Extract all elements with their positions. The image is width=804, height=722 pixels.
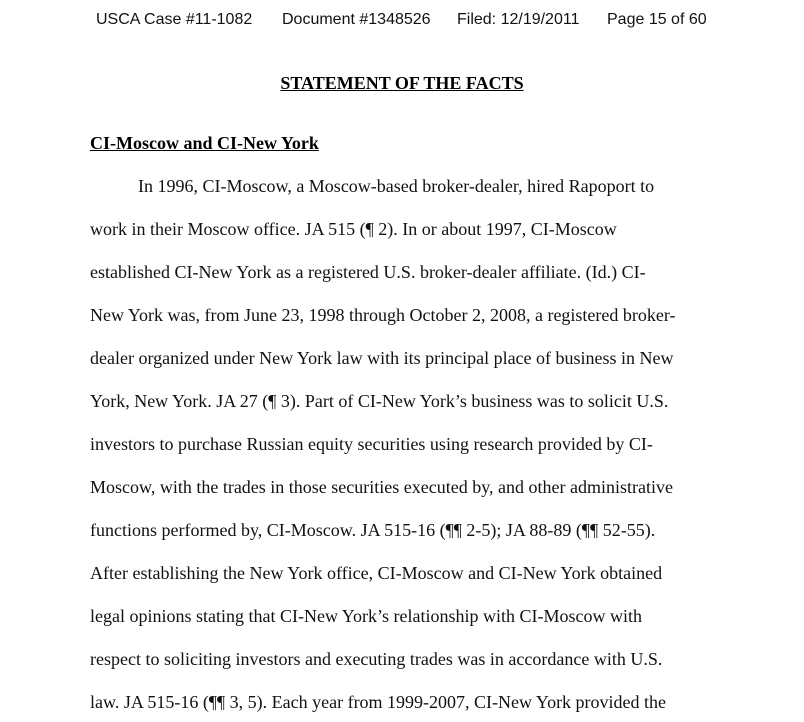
body-line: respect to soliciting investors and executing trades was in accordance with U.S. (90, 649, 663, 669)
body-line: investors to purchase Russian equity securities using research provided by CI- (90, 434, 653, 454)
body-line: York, New York. JA 27 (¶ 3). Part of CI-New York’s business was to solicit U.S. (90, 391, 669, 411)
body-line: In 1996, CI-Moscow, a Moscow-based broker-dealer, hired Rapoport to (138, 176, 655, 196)
body-line: dealer organized under New York law with its principal place of business in New (90, 348, 674, 368)
filed-date: Filed: 12/19/2011 (457, 11, 580, 28)
document-number: Document #1348526 (282, 11, 431, 28)
body-line: functions performed by, CI-Moscow. JA 515-16 (¶¶ 2-5); JA 88-89 (¶¶ 52-55). (90, 520, 656, 540)
section-heading: CI-Moscow and CI-New York (90, 133, 319, 153)
body-line: work in their Moscow office. JA 515 (¶ 2). In or about 1997, CI-Moscow (90, 219, 617, 239)
body-line: legal opinions stating that CI-New York’s relationship with CI-Moscow with (90, 606, 642, 626)
body-line: Moscow, with the trades in those securities executed by, and other administrative (90, 477, 674, 497)
body-line: established CI-New York as a registered U.S. broker-dealer affiliate. (Id.) CI- (90, 262, 646, 282)
body-line: law. JA 515-16 (¶¶ 3, 5). Each year from 1999-2007, CI-New York provided the (90, 692, 667, 712)
page-number: Page 15 of 60 (607, 11, 707, 28)
body-line: After establishing the New York office, CI-Moscow and CI-New York obtained (90, 563, 663, 583)
case-number: USCA Case #11-1082 (96, 11, 253, 28)
page-title: STATEMENT OF THE FACTS (280, 73, 524, 93)
body-line: New York was, from June 23, 1998 through October 2, 2008, a registered broker- (90, 305, 676, 325)
